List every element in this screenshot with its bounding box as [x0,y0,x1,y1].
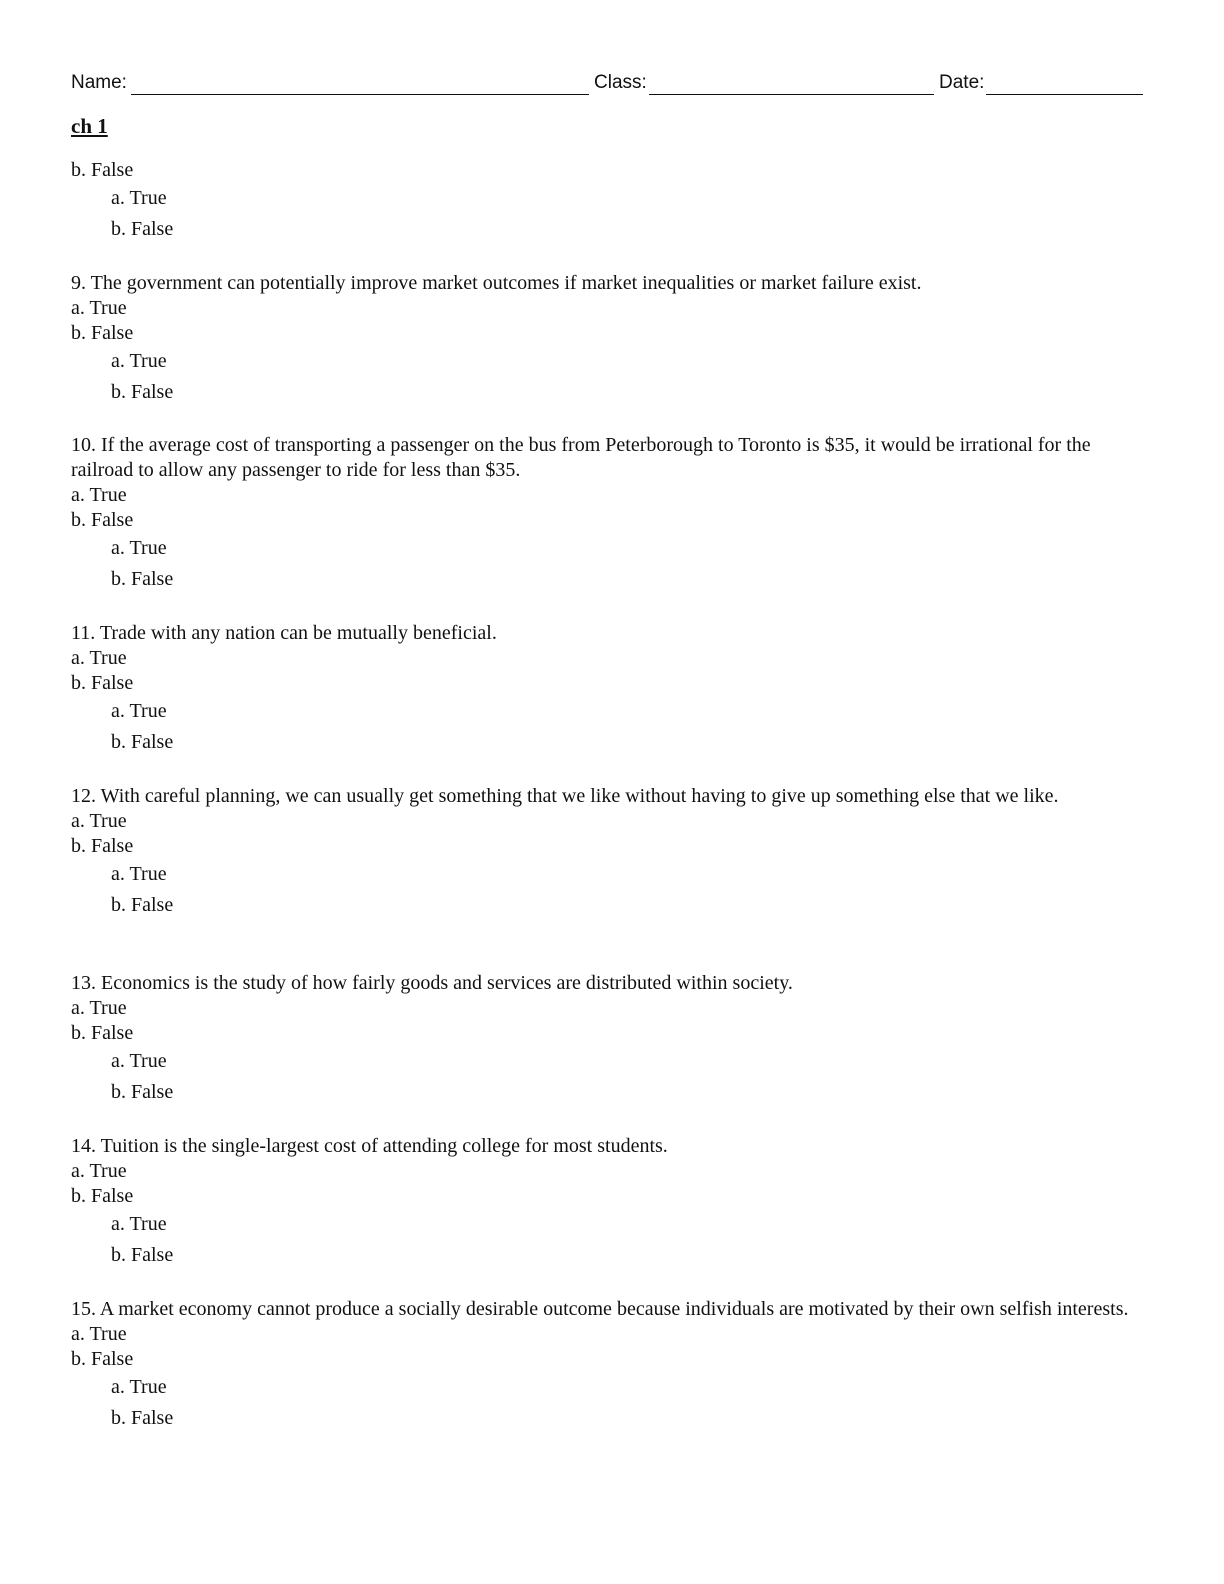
answer-choices [71,349,1131,405]
answer-choices [71,862,1131,918]
choice-option[interactable]: a. True [111,1213,167,1235]
choice-option[interactable]: b. False [111,1407,174,1429]
question-13 [71,971,1131,1111]
choice-option[interactable]: b. False [111,894,174,916]
question-11 [71,621,1131,761]
answer-option[interactable]: b. False [71,1185,134,1207]
answer-option[interactable]: b. False [71,1022,134,1044]
choice-option[interactable]: a. True [111,537,167,559]
question-10 [71,433,1131,598]
choice-option[interactable]: b. False [111,568,174,590]
answer-option[interactable]: b. False [71,835,134,857]
choice-option[interactable]: b. False [111,731,174,753]
worksheet-header [71,68,1143,98]
choice-option[interactable]: a. True [111,1376,167,1398]
choice-option[interactable]: b. False [111,218,174,240]
class-label: Class: [594,72,647,93]
choice-option[interactable]: a. True [111,863,167,885]
answer-option[interactable]: a. True [71,997,127,1019]
answer-option[interactable]: a. True [71,297,127,319]
answer-choices [71,1049,1131,1105]
answer-choices [71,536,1131,592]
choice-option[interactable]: a. True [111,187,167,209]
answer-option[interactable]: b. False [71,322,134,344]
section-title: ch 1 [71,114,108,138]
choice-option[interactable]: b. False [111,1244,174,1266]
question-stem: 9. The government can potentially improve market outcomes if market inequalities or market failure exist. [71,272,922,294]
answer-choices [71,1375,1131,1431]
question-15 [71,1297,1131,1437]
choice-option[interactable]: a. True [111,1050,167,1072]
question-14 [71,1134,1131,1274]
answer-choices [71,186,1131,242]
answer-option[interactable]: b. False [71,159,134,181]
answer-option[interactable]: a. True [71,647,127,669]
question-9 [71,271,1131,411]
name-field-line[interactable] [131,94,589,95]
answer-option[interactable]: b. False [71,509,134,531]
answer-choices [71,699,1131,755]
answer-choices [71,1212,1131,1268]
date-label: Date: [939,72,985,93]
question-fragment [71,158,1131,248]
name-label: Name: [71,72,127,93]
date-field-line[interactable] [986,94,1143,95]
question-stem: 12. With careful planning, we can usually get something that we like without having to give up something else that we like. [71,785,1059,807]
answer-option[interactable]: a. True [71,1323,127,1345]
question-stem: 15. A market economy cannot produce a socially desirable outcome because individuals are motivated by their own selfish interests. [71,1298,1129,1320]
answer-option[interactable]: a. True [71,1160,127,1182]
choice-option[interactable]: a. True [111,700,167,722]
question-12 [71,784,1131,924]
answer-option[interactable]: b. False [71,672,134,694]
question-stem: 13. Economics is the study of how fairly goods and services are distributed within society. [71,972,793,994]
class-field-line[interactable] [649,94,934,95]
question-stem: 11. Trade with any nation can be mutually beneficial. [71,622,497,644]
answer-option[interactable]: b. False [71,1348,134,1370]
choice-option[interactable]: b. False [111,1081,174,1103]
answer-option[interactable]: a. True [71,484,127,506]
question-stem: 10. If the average cost of transporting a passenger on the bus from Peterborough to Toronto is $35, it would be irrational for the railroad to allow any passenger to ride for less than $35. [71,434,1091,481]
choice-option[interactable]: b. False [111,381,174,403]
question-stem: 14. Tuition is the single-largest cost of attending college for most students. [71,1135,668,1157]
choice-option[interactable]: a. True [111,350,167,372]
answer-option[interactable]: a. True [71,810,127,832]
